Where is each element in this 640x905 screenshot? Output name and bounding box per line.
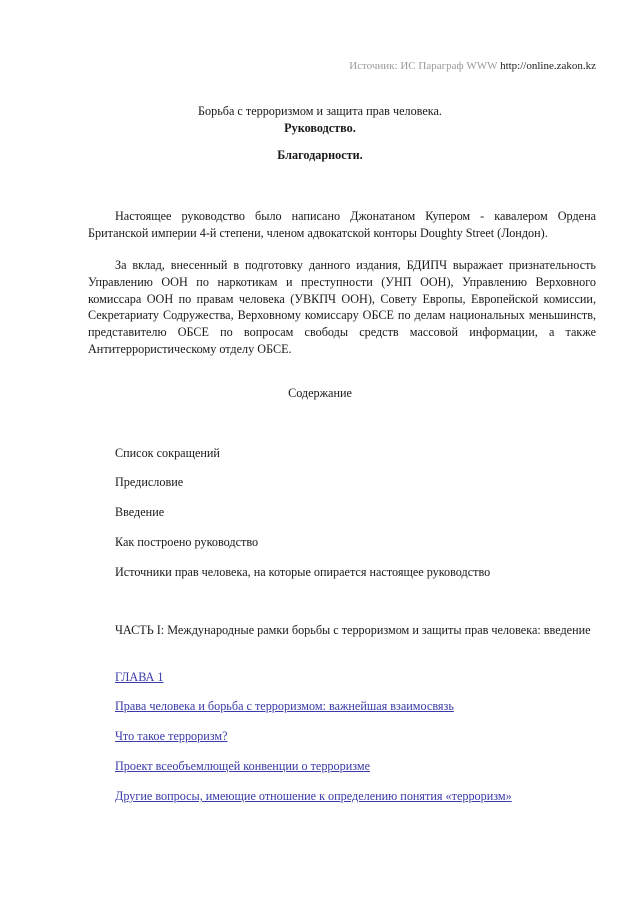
paragraph-acknowledgements: За вклад, внесенный в подготовку данного издания, БДИПЧ выражает признательность Управлению ООН по наркотикам и преступности (УНП ООН), Управлению Верховного комиссара ООН по правам человека (УВКПЧ ООН), Совету Европы, Европейской комиссии, Секретариату Содружества, Верховному комиссару ОБСЕ по делам национальных меньшинств, представителю ОБСЕ по вопросам свободы средств массовой информации, а также Антитеррористическому отделу ОБСЕ. [88, 258, 596, 356]
paragraph-author: Настоящее руководство было написано Джонатаном Купером - кавалером Ордена Британской империи 4-й степени, членом адвокатской конторы Doughty Street (Лондон). [88, 209, 596, 240]
part-heading: ЧАСТЬ I: Международные рамки борьбы с терроризмом и защиты прав человека: введение [115, 623, 591, 637]
toc-item: Источники прав человека, на которые опирается настоящее руководство [115, 565, 491, 579]
toc-item: Предисловие [115, 475, 184, 489]
title-line-1: Борьба с терроризмом и защита прав человека. [198, 104, 442, 118]
toc-item: Введение [115, 505, 165, 519]
toc-link[interactable]: Что такое терроризм? [115, 729, 228, 743]
toc-item: Список сокращений [115, 446, 220, 460]
contents-title: Содержание [288, 386, 352, 400]
source-line [349, 60, 596, 72]
toc-link-chapter-1[interactable]: ГЛАВА 1 [115, 670, 164, 684]
toc-link[interactable]: Права человека и борьба с терроризмом: важнейшая взаимосвязь [115, 699, 454, 713]
toc-link[interactable]: Другие вопросы, имеющие отношение к определению понятия «терроризм» [115, 789, 512, 803]
source-url: http://online.zakon.kz [500, 60, 596, 72]
source-label: Источник: ИС Параграф WWW [349, 60, 498, 72]
toc-item: Как построено руководство [115, 535, 259, 549]
section-heading: Благодарности. [277, 148, 363, 162]
document-title [0, 103, 640, 137]
toc-link[interactable]: Проект всеобъемлющей конвенции о терроризме [115, 759, 370, 773]
title-line-2: Руководство. [284, 121, 356, 135]
